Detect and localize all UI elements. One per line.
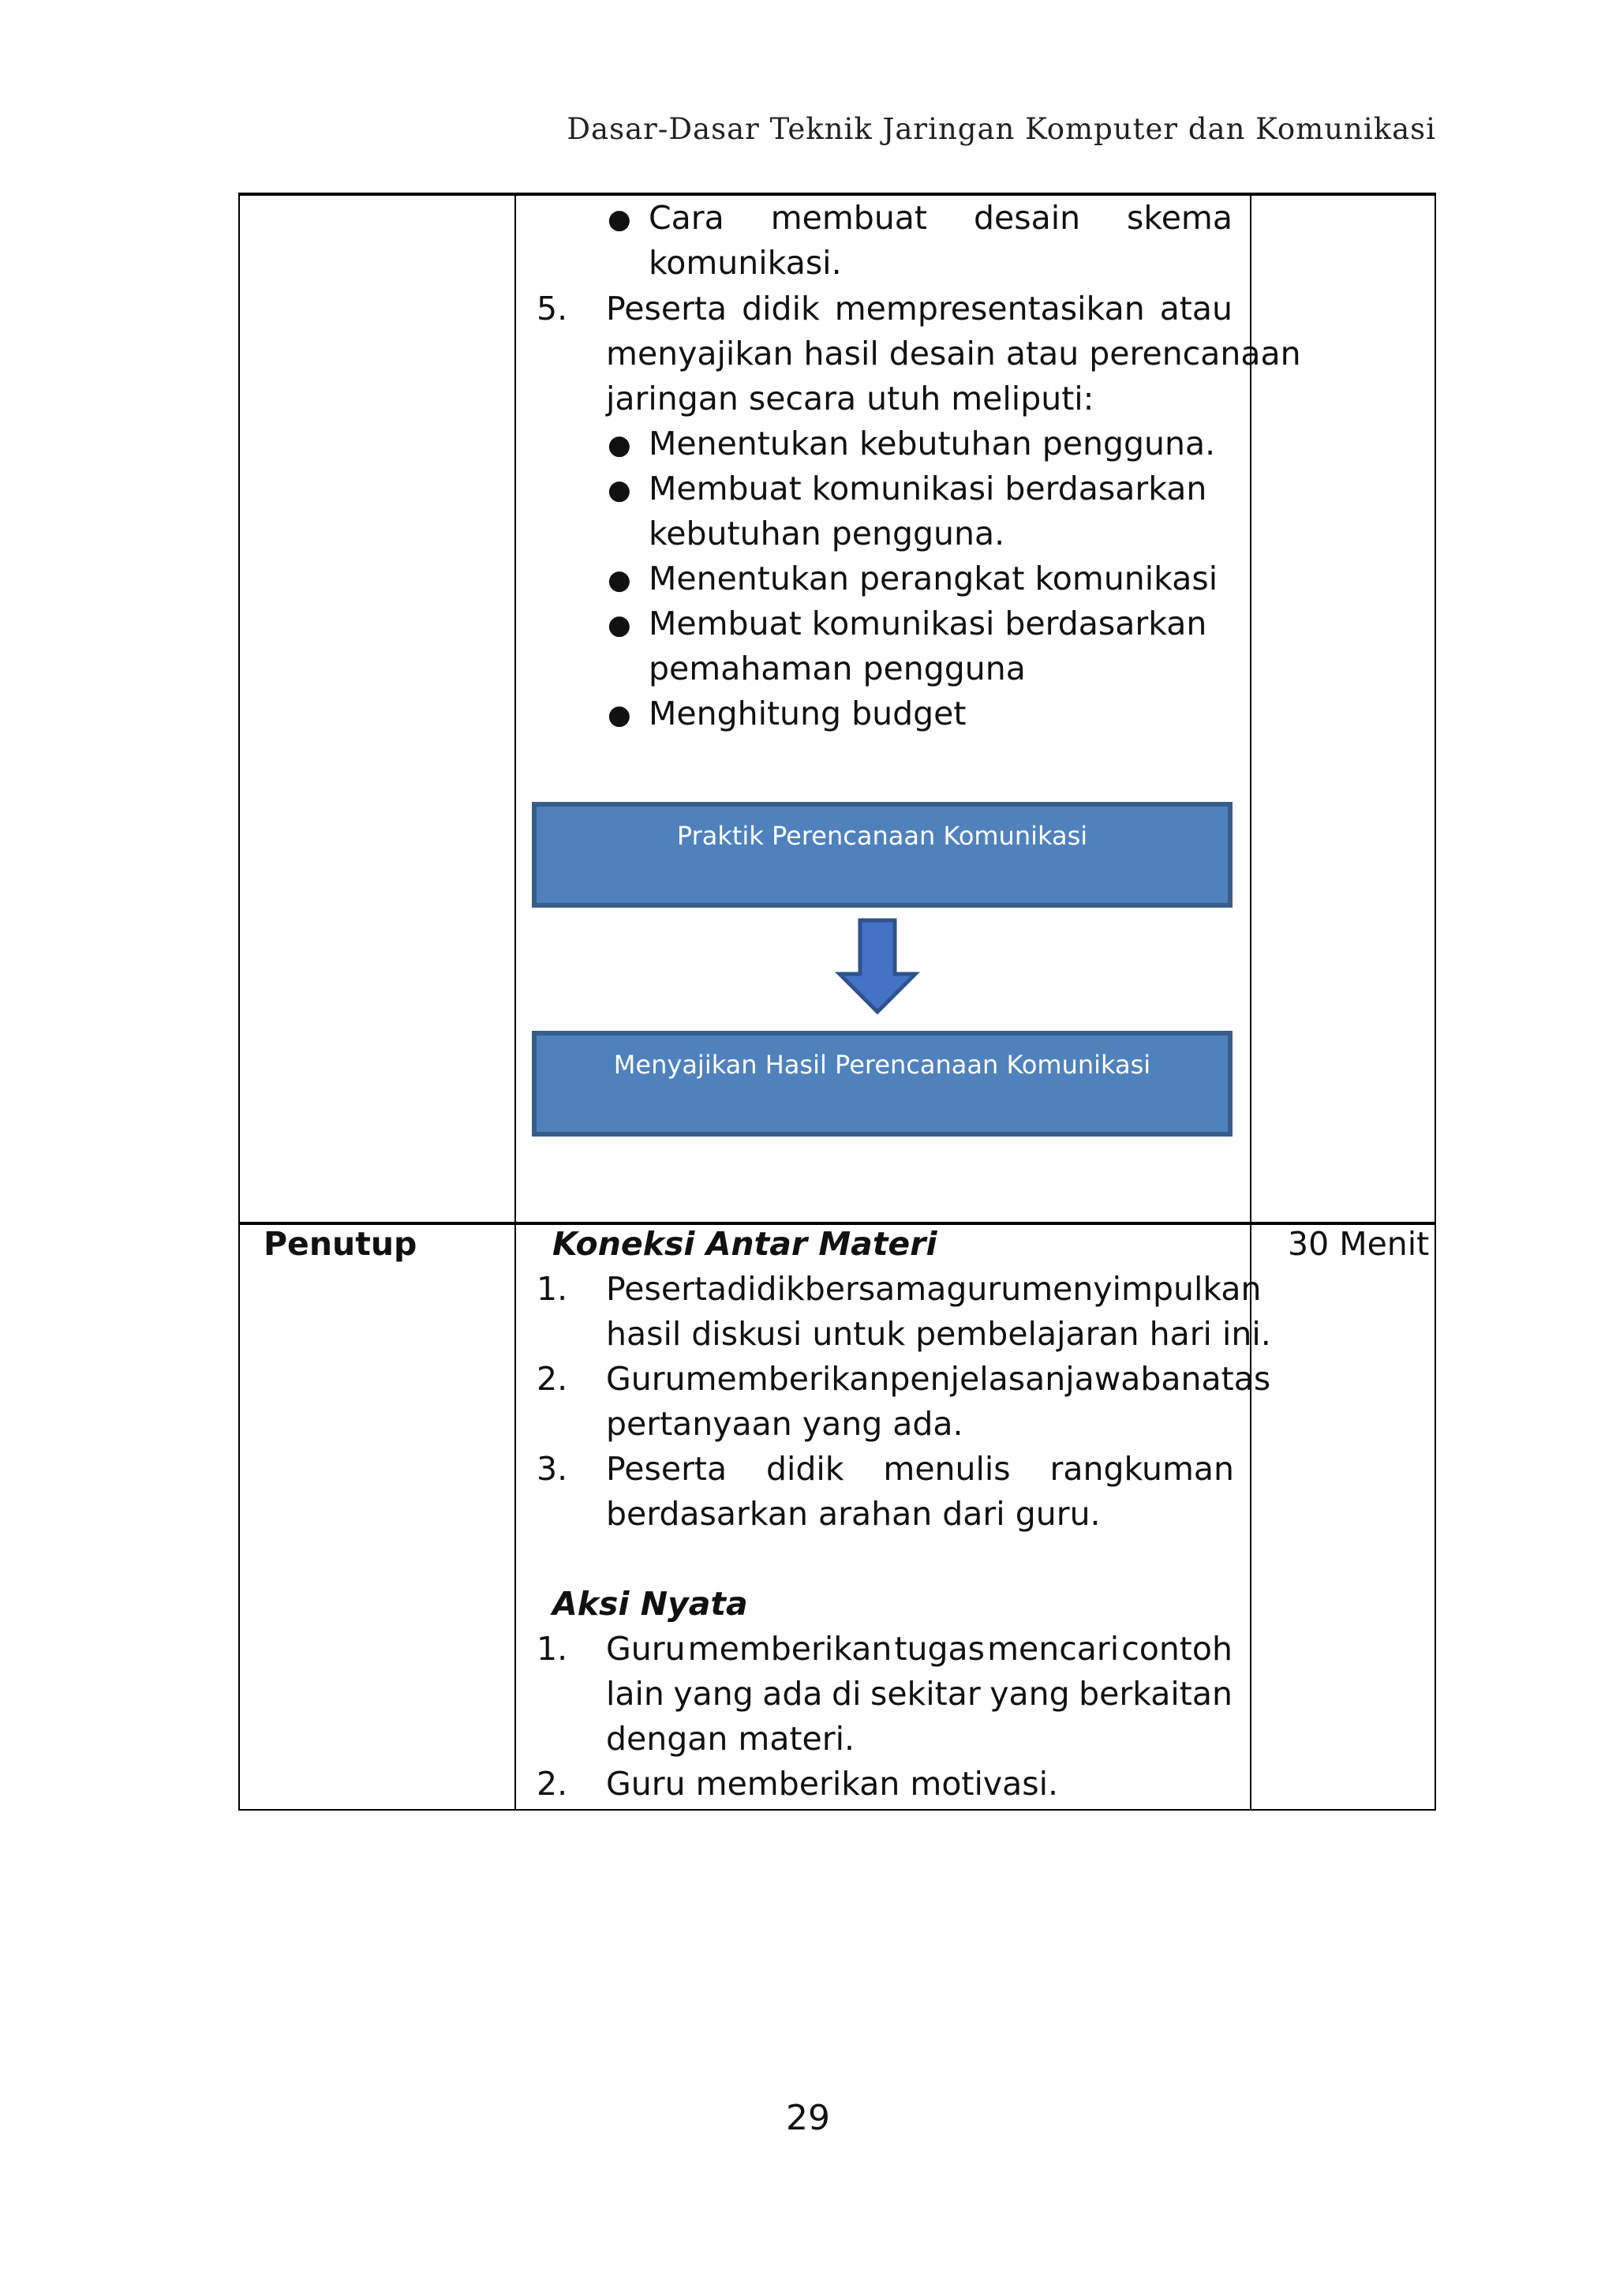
word: Peserta: [606, 290, 728, 328]
word: Peserta: [606, 1270, 728, 1308]
step-number: 2.: [537, 1360, 568, 1398]
word: ada: [762, 1675, 823, 1713]
word: penjelasan: [889, 1360, 1066, 1398]
word: lain: [606, 1675, 664, 1713]
bullet-text: Menentukan perangkat komunikasi: [649, 560, 1218, 597]
word: desain: [973, 199, 1081, 237]
step-text: pertanyaan yang ada.: [606, 1405, 963, 1443]
bullet-icon: ●: [608, 564, 631, 596]
word: Guru: [606, 1630, 686, 1668]
bullet-text: pemahaman pengguna: [649, 650, 1026, 687]
bullet-text: [649, 196, 1233, 241]
word: jawaban: [1065, 1360, 1202, 1398]
step-number: 2.: [537, 1765, 568, 1803]
bullet-icon: ●: [608, 204, 631, 235]
page-number: 29: [786, 2098, 830, 2138]
flow-box-praktik: [532, 802, 1233, 908]
word: membuat: [770, 199, 928, 237]
section-title-aksi: Aksi Nyata: [552, 1585, 748, 1623]
word: yang: [989, 1675, 1070, 1713]
bullet-text: kebutuhan pengguna.: [649, 515, 1005, 552]
word: mencari: [987, 1630, 1120, 1668]
bullet-text: Membuat komunikasi berdasarkan: [649, 470, 1207, 508]
bullet-icon: ●: [608, 609, 631, 641]
step-text: [606, 1357, 1271, 1402]
flow-box-label: Menyajikan Hasil Perencanaan Komunikasi: [613, 1050, 1151, 1080]
word: sekitar: [870, 1675, 981, 1713]
word: atas: [1201, 1360, 1271, 1398]
bullet-icon: ●: [608, 474, 631, 506]
word: memberikan: [685, 1360, 890, 1398]
word: Cara: [649, 199, 724, 237]
running-header: Dasar-Dasar Teknik Jaringan Komputer dan Komunikasi: [567, 112, 1436, 146]
word: berkaitan: [1079, 1675, 1233, 1713]
step-text: [606, 287, 1233, 331]
bullet-text: Menentukan kebutuhan pengguna.: [649, 425, 1216, 463]
bullet-text: Menghitung budget: [649, 695, 967, 732]
step-text: [606, 1267, 1262, 1312]
word: di: [832, 1675, 862, 1713]
bullet-text: komunikasi.: [649, 244, 842, 282]
word: rangkuman: [1049, 1450, 1234, 1488]
phase-label: Penutup: [264, 1225, 417, 1263]
word: menyimpulkan: [1021, 1270, 1262, 1308]
step-text: menyajikan hasil desain atau perencanaan: [606, 335, 1301, 373]
flow-box-menyajikan: [532, 1031, 1233, 1137]
down-arrow-icon: [835, 917, 920, 1015]
step-text: [606, 1447, 1234, 1492]
step-number: 1.: [537, 1270, 568, 1308]
word: menulis: [883, 1450, 1011, 1488]
word: Peserta: [606, 1450, 728, 1488]
bullet-icon: ●: [608, 699, 631, 731]
step-number: 1.: [537, 1630, 568, 1668]
word: atau: [1159, 290, 1233, 328]
flow-box-label: Praktik Perencanaan Komunikasi: [676, 821, 1088, 851]
word: bersama: [804, 1270, 947, 1308]
step-text: Guru memberikan motivasi.: [606, 1765, 1059, 1803]
step-text: dengan materi.: [606, 1720, 855, 1758]
word: yang: [673, 1675, 754, 1713]
word: tugas: [894, 1630, 986, 1668]
column-divider: [514, 196, 516, 1809]
word: memberikan: [687, 1630, 892, 1668]
word: Guru: [606, 1360, 686, 1398]
word: skema: [1127, 199, 1233, 237]
word: guru: [946, 1270, 1022, 1308]
step-text: [606, 1672, 1233, 1717]
column-divider: [1250, 196, 1251, 1809]
word: didik: [742, 290, 820, 328]
bullet-text: Membuat komunikasi berdasarkan: [649, 605, 1207, 642]
duration: 30 Menit: [1288, 1225, 1430, 1263]
bullet-icon: ●: [608, 429, 631, 461]
step-number: 3.: [537, 1450, 568, 1488]
step-text: [606, 1627, 1233, 1672]
word: contoh: [1121, 1630, 1233, 1668]
step-text: hasil diskusi untuk pembelajaran hari ini.: [606, 1315, 1271, 1353]
word: didik: [765, 1450, 844, 1488]
section-title-koneksi: Koneksi Antar Materi: [552, 1225, 937, 1263]
step-number: 5.: [537, 290, 568, 328]
word: mempresentasikan: [834, 290, 1145, 328]
step-text: jaringan secara utuh meliputi:: [606, 380, 1094, 418]
step-text: berdasarkan arahan dari guru.: [606, 1495, 1101, 1533]
word: didik: [727, 1270, 805, 1308]
